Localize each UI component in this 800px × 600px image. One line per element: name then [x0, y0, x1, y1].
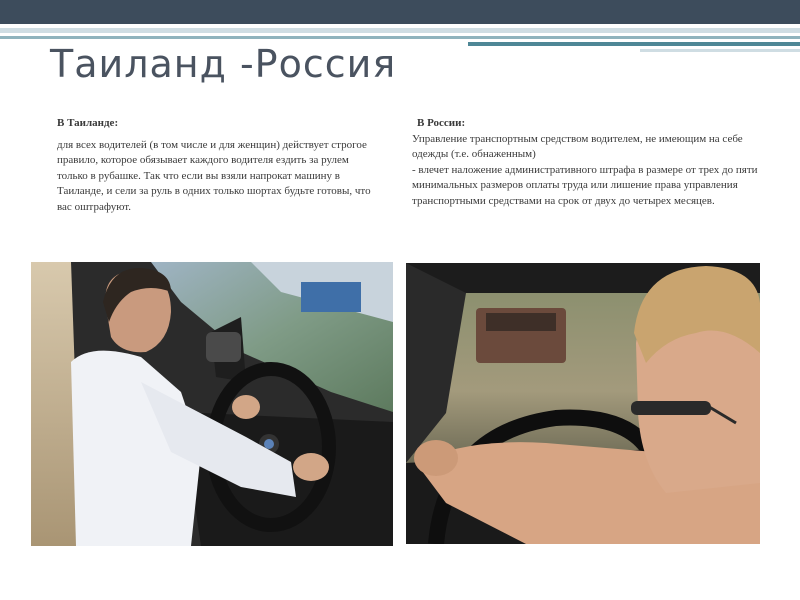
decor-stripe	[640, 49, 800, 52]
russia-heading: В России:	[417, 117, 466, 129]
decor-stripe	[0, 28, 800, 33]
decor-stripe	[468, 42, 800, 46]
russia-text-1: Управление транспортным средством водителем, не имеющим на себе одежды (т.е. обнаженным)	[412, 132, 743, 160]
thailand-text: для всех водителей (в том числе и для женщин) действует строгое правило, которое обязывает каждого водителя ездить за рулем только в рубашке. Так что если вы взяли напрокат машину в Таиланде, и сели за руль в одних только шортах будьте готовы, что вас оштрафуют.	[57, 138, 371, 213]
russia-column	[412, 116, 762, 209]
thailand-column	[57, 116, 377, 215]
top-bar	[0, 0, 800, 24]
driver-shirt-photo	[31, 262, 393, 546]
driver-shirtless-photo	[406, 263, 760, 544]
russia-text-2: - влечет наложение административного штрафа в размере от трех до пяти минимальных размеров оплаты труда или лишение права управления транспортными средствами на срок от двух до четырех месяцев.	[412, 163, 758, 207]
thailand-heading: В Таиланде:	[57, 117, 119, 129]
slide-title: Таиланд -Россия	[50, 42, 397, 86]
decor-stripe	[0, 36, 800, 39]
